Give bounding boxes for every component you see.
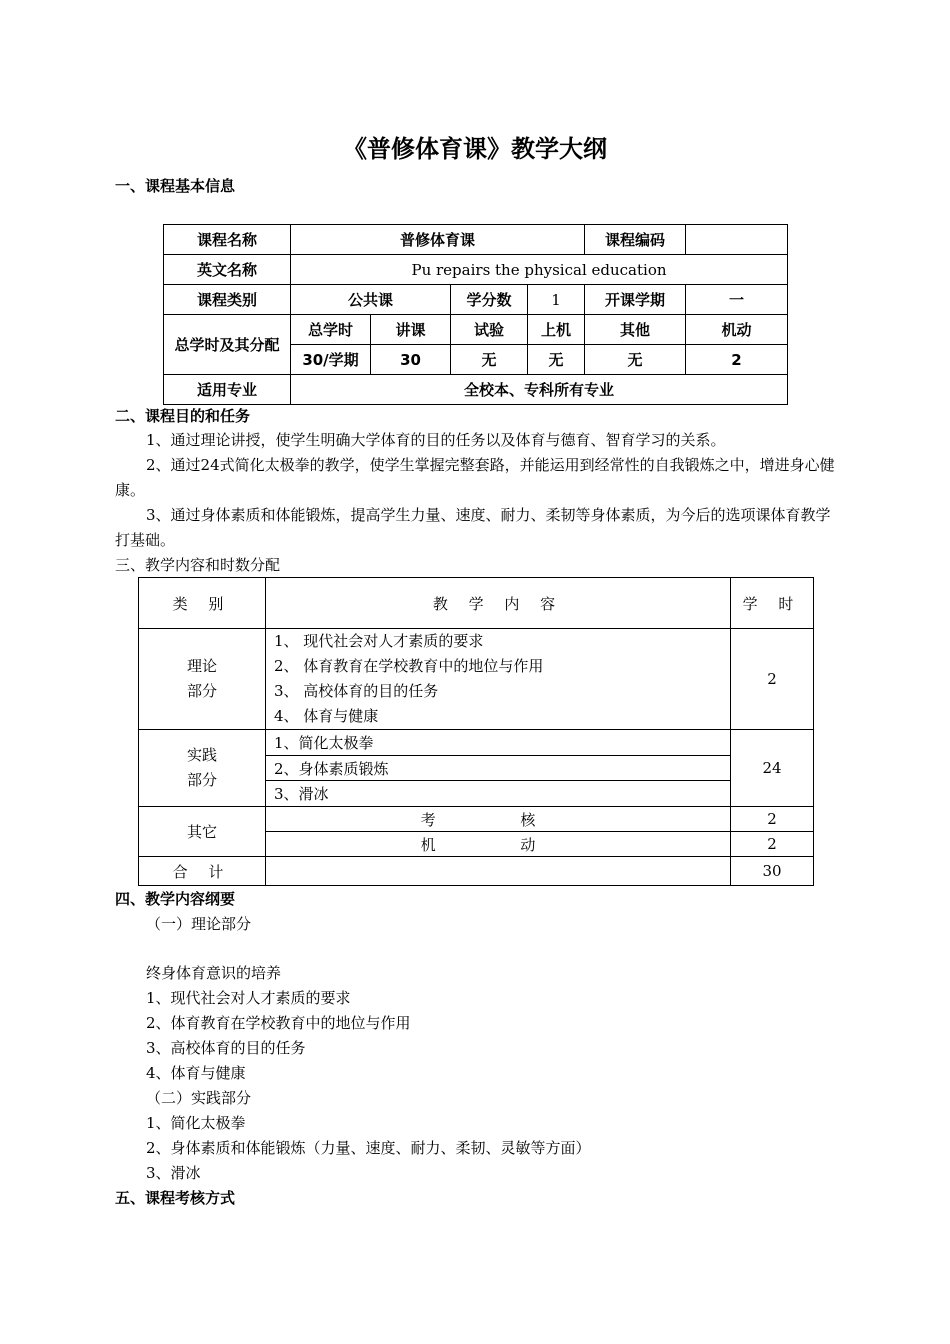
outline-theory-subtitle: 终身体育意识的培养 [146, 964, 282, 982]
english-name-value: Pu repairs the physical education [291, 255, 788, 285]
section-heading-hours: 三、教学内容和时数分配 [115, 556, 281, 574]
major-label: 适用专业 [164, 375, 291, 405]
list-item: 1、 现代社会对人才素质的要求 [274, 632, 484, 650]
list-item: 4、 体育与健康 [274, 707, 379, 725]
outline-list-item: 1、简化太极拳 [146, 1114, 246, 1132]
category-label: 课程类别 [164, 285, 291, 315]
section-heading-basic-info: 一、课程基本信息 [115, 177, 236, 195]
list-item: 3、 高校体育的目的任务 [274, 682, 439, 700]
course-name-label: 课程名称 [164, 225, 291, 255]
total-label: 合 计 [139, 857, 266, 886]
table-row [164, 375, 788, 405]
table-row [164, 285, 788, 315]
other-category-label: 其它 [139, 807, 266, 857]
outline-list-item: 3、高校体育的目的任务 [146, 1039, 306, 1057]
hours-value-flexible: 2 [686, 345, 788, 375]
hours-header-experiment: 试验 [451, 315, 528, 345]
outline-theory-title: （一）理论部分 [146, 915, 252, 933]
hours-header-other: 其他 [585, 315, 686, 345]
teaching-hours-table [138, 577, 814, 886]
hours-header-flexible: 机动 [686, 315, 788, 345]
hours-value-computer: 无 [528, 345, 585, 375]
total-hours: 30 [731, 857, 814, 886]
table-row [164, 255, 788, 285]
header-content: 教 学 内 容 [266, 578, 731, 629]
hours-header-computer: 上机 [528, 315, 585, 345]
practice-category-label [139, 730, 266, 807]
theory-content [266, 629, 731, 730]
list-item: 2、 体育教育在学校教育中的地位与作用 [274, 657, 544, 675]
other-item-exam: 考 核 [266, 807, 731, 832]
table-row [164, 315, 788, 345]
section-heading-outline: 四、教学内容纲要 [115, 890, 236, 908]
category-line: 部分 [186, 771, 217, 789]
table-row [139, 578, 814, 629]
objective-paragraph: 2、通过24式简化太极拳的教学，使学生掌握完整套路，并能运用到经常性的自我锻炼之中，增进身心健康。 [115, 456, 835, 499]
credits-value: 1 [528, 285, 585, 315]
category-line: 理论 [186, 657, 217, 675]
outline-list-item: 2、身体素质和体能锻炼（力量、速度、耐力、柔韧、灵敏等方面） [146, 1139, 591, 1157]
outline-list-item: 1、现代社会对人才素质的要求 [146, 989, 351, 1007]
practice-hours: 24 [731, 730, 814, 807]
semester-label: 开课学期 [585, 285, 686, 315]
table-row [139, 807, 814, 832]
hours-allocation-label: 总学时及其分配 [164, 315, 291, 375]
objective-paragraph: 3、通过身体素质和体能锻炼，提高学生力量、速度、耐力、柔韧等身体素质，为今后的选项课体育教学打基础。 [115, 506, 831, 549]
other-hours-exam: 2 [731, 807, 814, 832]
category-line: 实践 [186, 746, 217, 764]
list-item: 1、简化太极拳 [266, 730, 731, 756]
hours-header-lecture: 讲课 [371, 315, 451, 345]
outline-list-item: 2、体育教育在学校教育中的地位与作用 [146, 1014, 411, 1032]
hours-value-other: 无 [585, 345, 686, 375]
outline-list-item: 4、体育与健康 [146, 1064, 246, 1082]
major-value: 全校本、专科所有专业 [291, 375, 788, 405]
semester-value: 一 [686, 285, 788, 315]
table-row [164, 225, 788, 255]
header-hours: 学 时 [731, 578, 814, 629]
credits-label: 学分数 [451, 285, 528, 315]
category-value: 公共课 [291, 285, 451, 315]
other-hours-flexible: 2 [731, 832, 814, 857]
theory-hours: 2 [731, 629, 814, 730]
table-row [139, 629, 814, 730]
hours-value-lecture: 30 [371, 345, 451, 375]
header-category: 类 别 [139, 578, 266, 629]
outline-practice-title: （二）实践部分 [146, 1089, 252, 1107]
hours-header-total: 总学时 [291, 315, 371, 345]
objective-paragraph: 1、通过理论讲授，使学生明确大学体育的目的任务以及体育与德育、智育学习的关系。 [146, 431, 726, 449]
document-title: 《普修体育课》教学大纲 [343, 135, 607, 163]
english-name-label: 英文名称 [164, 255, 291, 285]
list-item: 3、滑冰 [266, 781, 731, 807]
section-heading-assessment: 五、课程考核方式 [115, 1189, 236, 1207]
section-heading-objectives: 二、课程目的和任务 [115, 407, 251, 425]
course-name-value: 普修体育课 [291, 225, 585, 255]
theory-category-label [139, 629, 266, 730]
hours-value-experiment: 无 [451, 345, 528, 375]
table-row [139, 730, 814, 756]
table-row [139, 857, 814, 886]
course-info-table [163, 224, 788, 405]
course-code-value [686, 225, 788, 255]
category-line: 部分 [186, 682, 217, 700]
total-content [266, 857, 731, 886]
list-item: 2、身体素质锻炼 [266, 756, 731, 781]
other-item-flexible: 机 动 [266, 832, 731, 857]
hours-value-total: 30/学期 [291, 345, 371, 375]
outline-list-item: 3、滑冰 [146, 1164, 201, 1182]
course-code-label: 课程编码 [585, 225, 686, 255]
